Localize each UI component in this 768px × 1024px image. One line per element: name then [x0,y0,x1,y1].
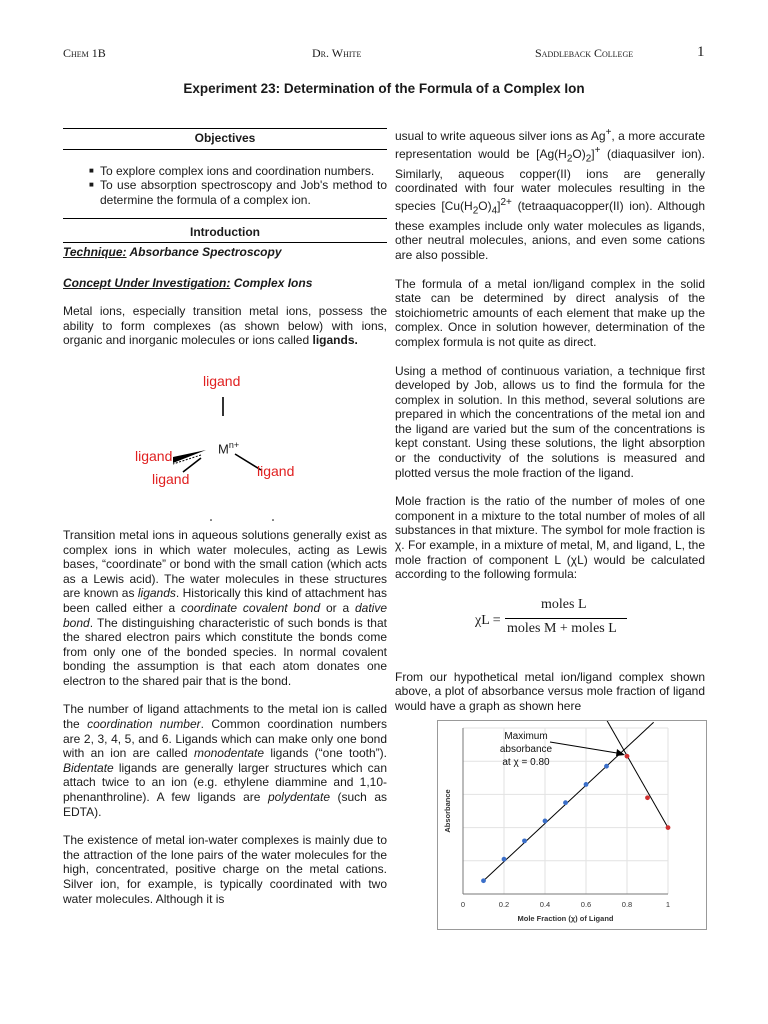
data-point [584,782,589,787]
dot-mark [210,519,212,521]
objectives-list [63,164,387,208]
data-point [666,825,671,830]
data-point [563,800,568,805]
annotation-line3: at χ = 0.80 [502,756,550,768]
objectives-heading: Objectives [63,128,387,150]
bullet-icon: ■ [89,180,94,190]
data-point [625,753,630,758]
section-divider [63,218,387,219]
x-tick-label: 0.6 [580,899,592,909]
paragraph-graph-intro: From our hypothetical metal ion/ligand complex shown above, a plot of absorbance versus mole fraction of ligand would have a graph as shown here [395,669,705,713]
mole-fraction-formula [395,594,705,656]
data-point [502,856,507,861]
ligand-label-right: ligand [257,462,295,479]
paragraph-coordination-number: The number of ligand attachments to the metal ion is called the coordination number. Common coordination numbers are 2, 3, 4, 5, and 6. Ligands which can make only one bond with an ion are called monodentate ligands (“one tooth”). Bidentate ligands are generally larger structures which can attach twice to an ion (e.g. ethylene diammine and 1,10-phenanthroline). A few ligands are polydentate (such as EDTA). [63,702,388,819]
document-title: Experiment 23: Determination of the Formula of a Complex Ion [183,81,585,96]
header-instructor: Dr. White [312,46,362,60]
ligand-label-top: ligand [203,372,241,389]
paragraph-continuous-variation: Using a method of continuous variation, a technique first developed by Job, allows us to find the formula for the complex in solution. In this method, several solutions are prepared in which the concentrations of the metal ion and the ligand are varied but the sum of the concentrations is kept constant. Using these solutions, the light absorption or the conductivity of the solutions is measured and plotted versus the mole fraction of the ligand. [395,363,705,480]
data-point [645,795,650,800]
header-course: Chem 1B [63,46,106,60]
objective-item: ■ To use absorption spectroscopy and Job's method to determine the formula of a complex ion. [89,178,387,207]
objective-item: ■ To explore complex ions and coordination numbers. [89,163,375,178]
y-axis-label: Absorbance [443,788,452,833]
data-point [522,838,527,843]
complex-ion-figure [63,354,387,524]
paragraph-metal-water: The existence of metal ion-water complexes is mainly due to the attraction of the lone pairs of the water molecules for the high, concentrated, positive charge on the metal cations. Silver ion, for example, is typically coordinated with two water molecules. Although it is [63,833,387,906]
data-point [481,878,486,883]
job-plot-svg [438,721,708,931]
x-tick-label: 1 [665,899,671,909]
job-plot-chart [437,720,707,930]
introduction-heading: Introduction [63,225,387,243]
ligand-label-bottom: ligand [152,470,190,487]
left-column [63,128,387,906]
fraction-bar [505,618,627,619]
paragraph-mole-fraction: Mole fraction is the ratio of the number of moles of one component in a mixture to the total number of moles of all substances in that mixture. The symbol for mole fraction is χ. For example, in a mixture of metal, M, and ligand, L, the mole fraction of component L (χL) would be calculated according to the following formula: [395,494,705,582]
x-tick-label: 0 [460,899,466,909]
paragraph-solid-state: The formula of a metal ion/ligand complex in the solid state can be determined by direct analysis of the stoichiometric amounts of each element that make up the complex. Once in solution however, determination of the complex formula is not quite as direct. [395,276,705,349]
annotation-line2: absorbance [499,743,553,755]
formula-numerator: moles L [541,596,587,612]
technique-line: Technique: Absorbance Spectroscopy [63,244,282,259]
bond-wedge-left [173,450,206,463]
annotation-line1: Maximum [504,730,548,742]
paragraph-ligands-intro: Metal ions, especially transition metal ions, possess the ability to form complexes (as shown below) with ions, organic and inorganic molecules or ions called ligands. [63,304,387,348]
data-point [604,763,609,768]
x-tick-label: 0.2 [498,899,510,909]
bond-lower-left [183,458,201,472]
x-axis-label: Mole Fraction (χ) of Ligand [517,913,614,923]
page-number: 1 [697,44,705,60]
paragraph-silver-copper: usual to write aqueous silver ions as Ag+, a more accurate representation would be $[Ag(H_2O)_2]^+$ (diaquasilver ion). Similarly, aqueous copper(II) ions are generally coordinated with four water molecules resulting in the species $[Cu(H_2O)_4]^{2+}$ (tetraaquacopper(II) ion). Although these examples include only water molecules as ligands, other neutral molecules, anions, and even some cations are also possible. [395,127,706,262]
header-college: Saddleback College [535,46,634,60]
paragraph-transition-metals: Transition metal ions in aqueous solutions generally exist as complex ions in which water molecules, acting as Lewis bases, “coordinate” or bond with the small cation (which acts as a Lewis acid). The water molecules in these structures are known as ligands. Historically this kind of attachment has been called either a coordinate covalent bond or a dative bond. The distinguishing characteristic of such bonds is that the shared electron pairs which constitute the bonds come from only one of the bonded species. In normal covalent bonding the assumption is that each atom donates one electron to the shared pair that is the bond. [63,527,387,688]
formula-lhs: χL = [475,612,501,628]
x-tick-label: 0.8 [621,899,633,909]
metal-label: $M^{n+}$ [218,439,240,457]
concept-line: Concept Under Investigation: Complex Ions [63,275,313,290]
data-point [543,818,548,823]
formula-denominator: moles M + moles L [507,620,617,636]
dot-mark [272,519,274,521]
right-column [395,126,705,930]
ligand-label-left: ligand [135,447,173,464]
bullet-icon: ■ [89,165,94,175]
x-tick-label: 0.4 [539,899,551,909]
